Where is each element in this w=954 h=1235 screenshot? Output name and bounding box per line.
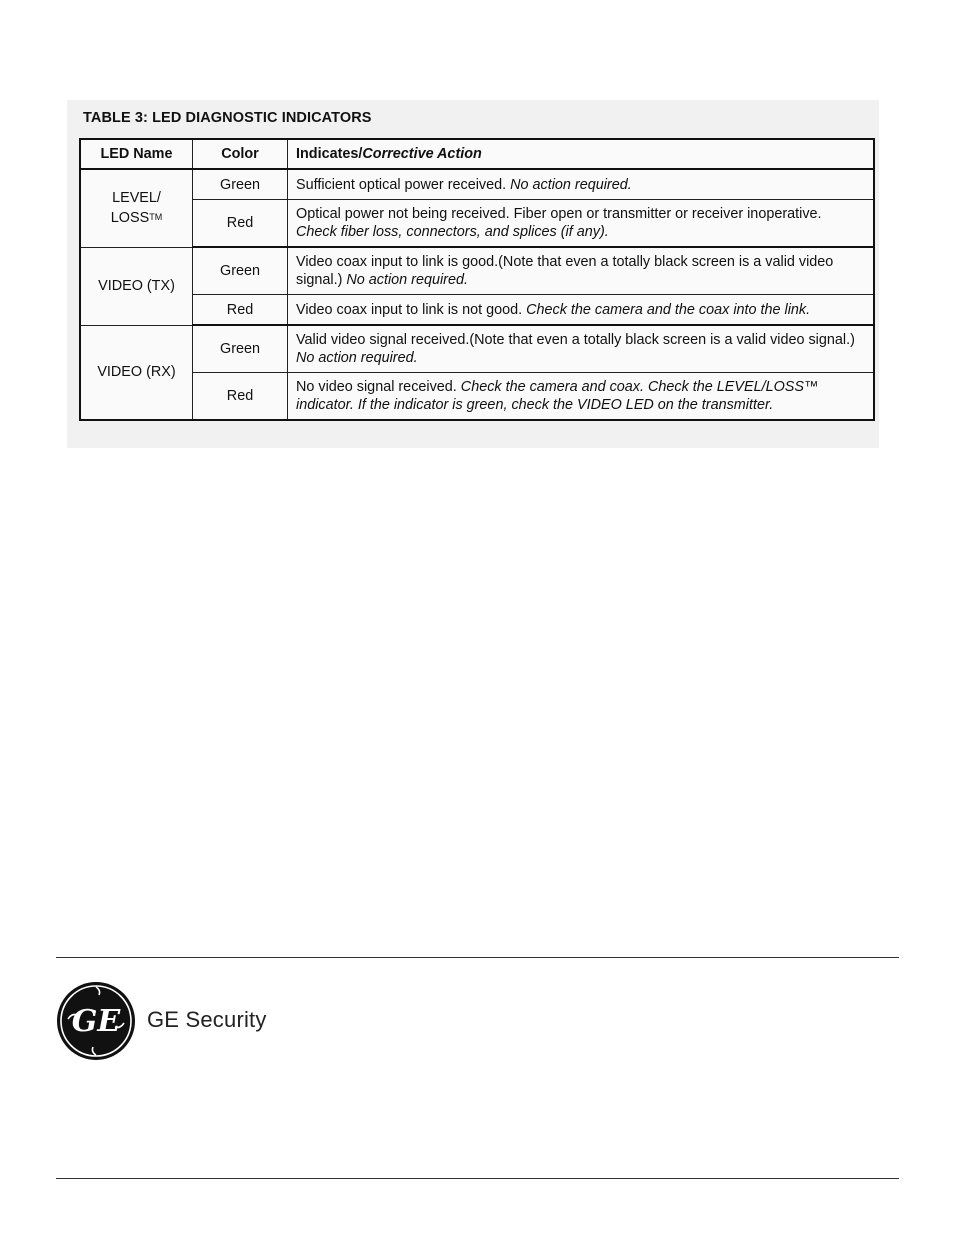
indication-cell <box>288 169 875 200</box>
corrective-action: Check the camera and coax. Check the LEVEL/LOSS™ indicator. If the indicator is green, check the VIDEO LED on the transmitter. <box>296 379 819 413</box>
corrective-action: No action required. <box>346 272 468 288</box>
corrective-action: No action required. <box>296 350 418 366</box>
corrective-action: Check fiber loss, connectors, and splices (if any). <box>296 224 609 240</box>
indication-text: Video coax input to link is good.(Note that even a totally black screen is a valid video signal.) <box>296 254 834 288</box>
brand-name: GE Security <box>147 1007 267 1032</box>
led-name-level-loss <box>80 169 193 247</box>
indication-cell <box>288 325 875 373</box>
logo-monogram: GE <box>71 1004 121 1039</box>
led-name-line: LEVEL/ <box>112 189 161 206</box>
led-name-video-rx: VIDEO (RX) <box>80 325 193 420</box>
indication-text: Sufficient optical power received. <box>296 176 511 193</box>
indication-text: Valid video signal received.(Note that even a totally black screen is a valid video signal.) <box>296 332 855 348</box>
corrective-action: Check the camera and the coax into the link. <box>526 301 811 318</box>
table-title: TABLE 3: LED DIAGNOSTIC INDICATORS <box>83 110 372 126</box>
color-cell: Green <box>193 169 288 200</box>
led-name-line: LOSS <box>110 209 150 226</box>
header-color: Color <box>193 139 288 169</box>
color-cell: Green <box>193 247 288 295</box>
indication-text: Video coax input to link is not good. <box>296 301 527 318</box>
led-diagnostic-table <box>79 138 875 421</box>
table-row <box>80 373 874 421</box>
indication-cell <box>288 295 875 326</box>
table-row <box>80 325 874 373</box>
indication-cell <box>288 200 875 248</box>
header-corrective-label: Corrective Action <box>362 146 482 162</box>
table-row <box>80 247 874 295</box>
indication-text: No video signal received. <box>296 379 461 395</box>
corrective-action: No action required. <box>510 176 632 193</box>
indication-cell <box>288 247 875 295</box>
header-indicates-label: Indicates/ <box>296 146 363 162</box>
color-cell: Red <box>193 295 288 326</box>
indication-cell <box>288 373 875 421</box>
footer-top-divider <box>56 957 899 958</box>
ge-logo-icon <box>56 981 136 1061</box>
table-row <box>80 200 874 248</box>
header-led-name: LED Name <box>80 139 193 169</box>
header-indicates <box>288 139 875 169</box>
indication-text: Optical power not being received. Fiber open or transmitter or receiver inoperative. <box>296 206 822 222</box>
led-name-video-tx: VIDEO (TX) <box>80 247 193 325</box>
table-row <box>80 295 874 326</box>
table-header-row <box>80 139 874 169</box>
trademark-mark: TM <box>149 211 163 222</box>
table-row <box>80 169 874 200</box>
color-cell: Green <box>193 325 288 373</box>
footer-bottom-divider <box>56 1178 899 1179</box>
color-cell: Red <box>193 200 288 248</box>
color-cell: Red <box>193 373 288 421</box>
